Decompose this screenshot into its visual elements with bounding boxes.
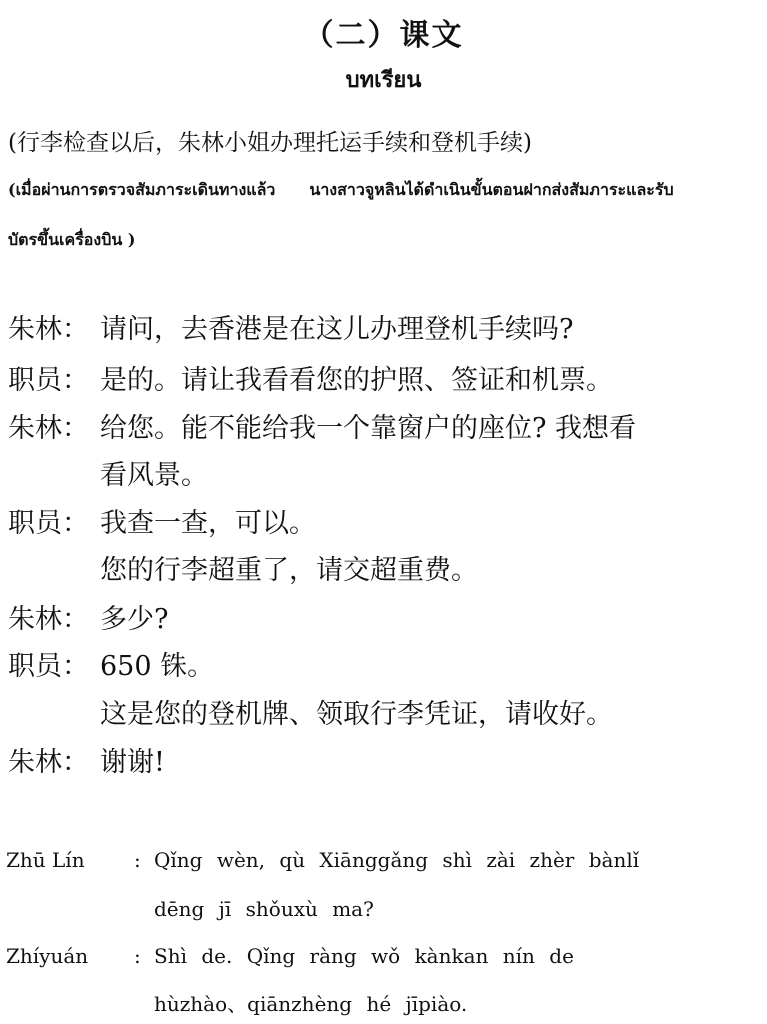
speaker-label: 朱林：	[8, 604, 89, 635]
pinyin-speaker: Zhíyuán	[6, 944, 89, 968]
speaker-label: 朱林：	[8, 747, 89, 778]
pinyin-speaker: Zhū Lín	[6, 848, 85, 872]
pinyin-colon: :	[134, 944, 141, 968]
utterance: 是的。请让我看看您的护照、签证和机票。	[100, 365, 613, 396]
intro-thai-part-b: นางสาวจูหลินได้ดำเนินขั้นตอนฝากส่งสัมภาระและรับ	[309, 180, 674, 199]
pinyin-colon: :	[134, 848, 141, 872]
dialogue-line	[8, 600, 168, 640]
pinyin-continuation: hùzhào、qiānzhèng hé jīpiào.	[154, 992, 468, 1016]
intro-thai-line-2: บัตรขึ้นเครื่องบิน )	[8, 230, 136, 249]
utterance: 我查一查，可以。	[100, 508, 316, 539]
pinyin-text: Shì de. Qǐng ràng wǒ kànkan nín de	[154, 944, 574, 968]
intro-thai-line-1	[8, 178, 674, 203]
speaker-label: 职员：	[8, 508, 89, 539]
pinyin-continuation: dēng jī shǒuxù ma?	[154, 897, 374, 921]
pinyin-text: Qǐng wèn, qù Xiānggǎng shì zài zhèr bànlǐ	[154, 848, 640, 872]
pinyin-line	[6, 845, 639, 875]
dialogue-line	[8, 310, 573, 350]
lesson-title-chinese: （二）课文	[303, 18, 464, 53]
speaker-label: 职员：	[8, 651, 89, 682]
pinyin-line	[6, 941, 574, 971]
dialogue-line	[8, 743, 165, 783]
dialogue-line	[8, 504, 316, 544]
intro-chinese: (行李检查以后，朱林小姐办理托运手续和登机手续)	[8, 130, 532, 156]
speaker-label: 朱林：	[8, 314, 89, 345]
utterance-continuation: 这是您的登机牌、领取行李凭证，请收好。	[100, 699, 613, 730]
intro-thai-part-a: (เมื่อผ่านการตรวจสัมภาระเดินทางแล้ว	[8, 180, 276, 199]
utterance-continuation: 您的行李超重了，请交超重费。	[100, 555, 478, 586]
utterance: 650 铢。	[100, 651, 215, 682]
utterance: 请问，去香港是在这儿办理登机手续吗?	[100, 314, 574, 345]
speaker-label: 朱林：	[8, 413, 89, 444]
dialogue-line	[8, 647, 214, 687]
utterance: 谢谢!	[100, 747, 165, 778]
utterance: 给您。能不能给我一个靠窗户的座位? 我想看	[100, 413, 637, 444]
dialogue-line	[8, 409, 636, 449]
utterance-continuation: 看风景。	[100, 460, 208, 491]
dialogue-line	[8, 361, 613, 401]
speaker-label: 职员：	[8, 365, 89, 396]
utterance: 多少?	[100, 604, 169, 635]
lesson-title-thai: บทเรียน	[345, 67, 422, 93]
